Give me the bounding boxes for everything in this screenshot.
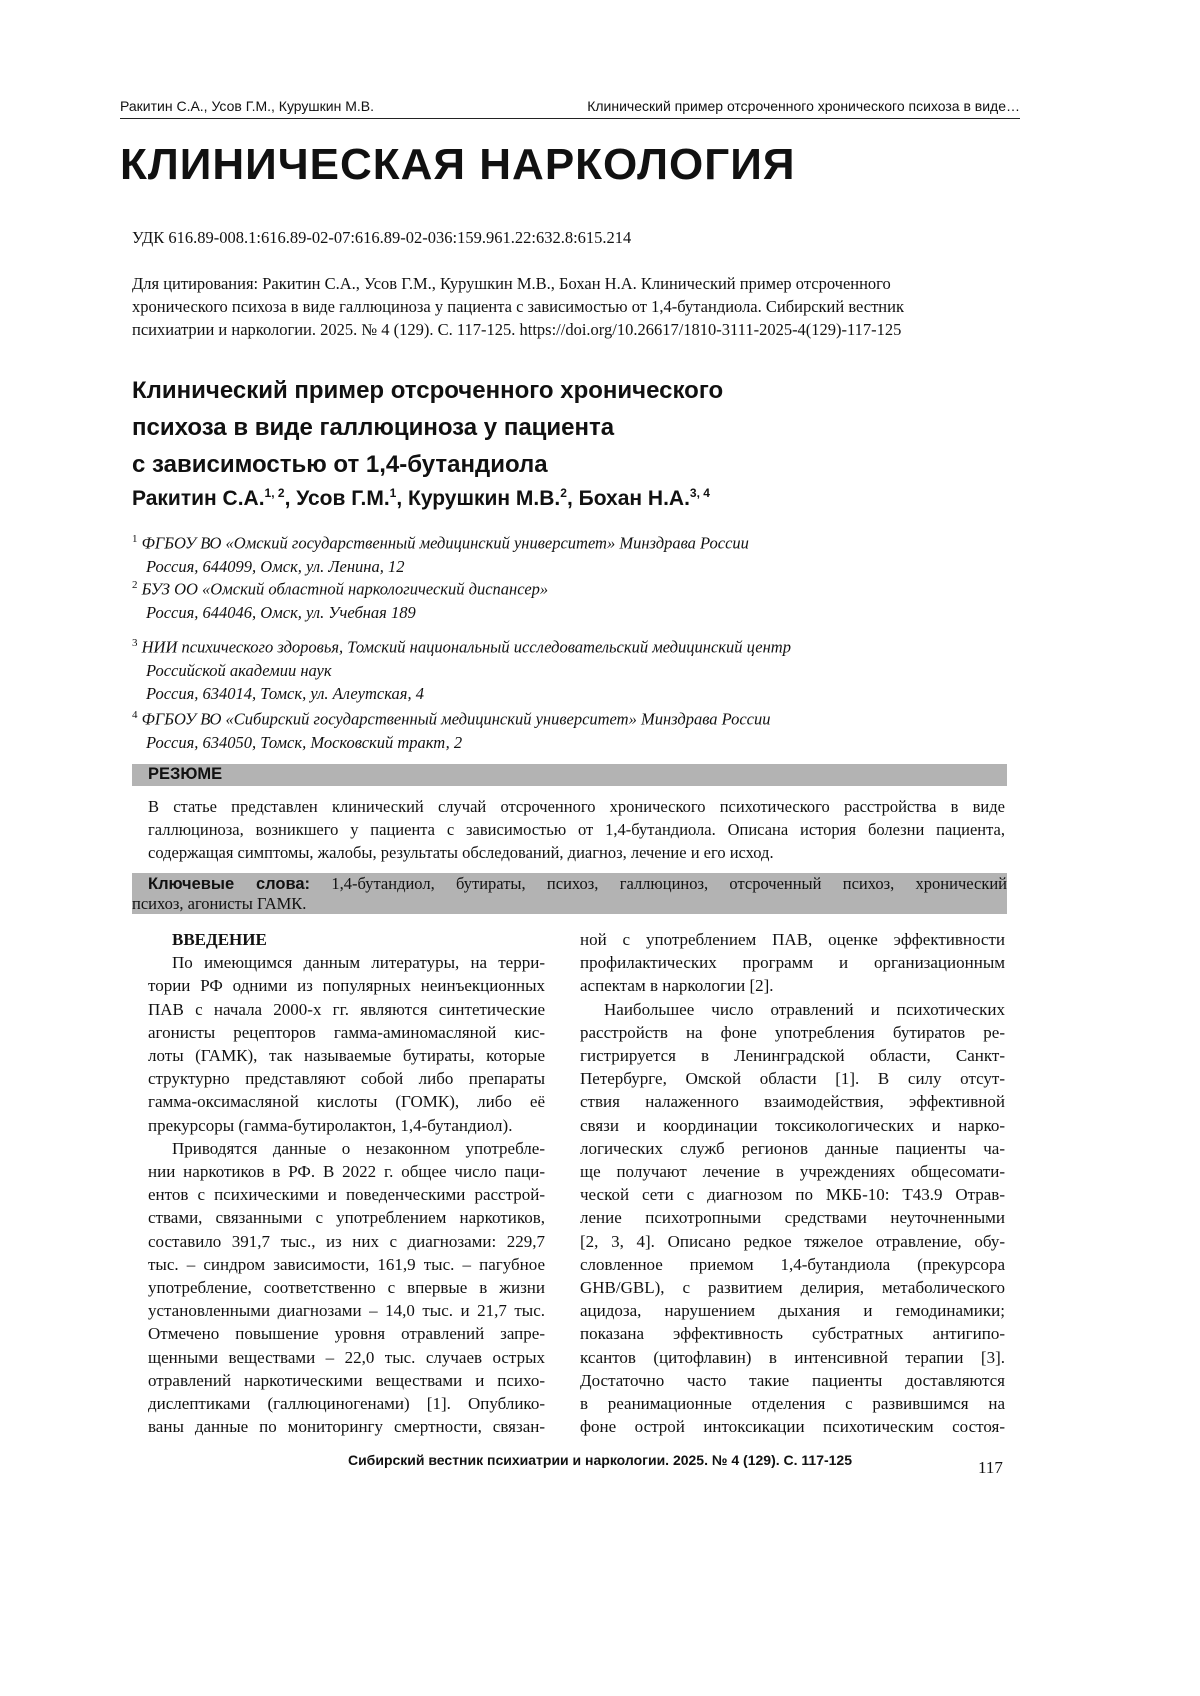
affiliation [132, 704, 771, 754]
body-text-line: Наибольшее число отравлений и психотических [604, 999, 1005, 1019]
author-list [132, 486, 710, 511]
keywords-label: Ключевые слова: [148, 875, 311, 893]
body-text-line: гамма-оксимасляной кислоты (ГОМК), либо её [148, 1092, 545, 1112]
abstract-heading-bar [132, 764, 1007, 786]
body-text-line: ваны данные по мониторингу смертности, связан- [148, 1417, 545, 1437]
body-text-line: структурно представляют собой либо препараты [148, 1069, 545, 1089]
body-text-line: Достаточно часто такие пациенты доставляются [580, 1370, 1005, 1390]
body-text-line: установленными диагнозами – 14,0 тыс. и 21,7 тыс. [148, 1301, 545, 1321]
affiliation-line [132, 704, 771, 731]
affiliation-text: ФГБОУ ВО «Омский государственный медицинский университет» Минздрава России [141, 533, 749, 553]
affiliation-number: 2 [132, 579, 138, 591]
body-text-line: ацидоза, нарушением дыхания и гемодинамики; [580, 1301, 1005, 1321]
body-text-line: дислептиками (галлюциногенами) [1]. Опублико- [148, 1394, 545, 1414]
body-text-line: прекурсоры (гамма-бутиролактон, 1,4-бутандиол). [148, 1115, 513, 1135]
body-text-line: ной с употреблением ПАВ, оценке эффективности [580, 930, 1005, 949]
body-text-line: ческой сети с диагнозом по МКБ-10: T43.9 Отрав- [580, 1185, 1005, 1205]
body-column-left [148, 928, 545, 1438]
author-affiliation-ref: 1 [389, 486, 397, 500]
keywords-box [132, 873, 1007, 914]
affiliation-text: Россия, 644046, Омск, ул. Учебная 189 [146, 602, 416, 622]
section-heading: КЛИНИЧЕСКАЯ НАРКОЛОГИЯ [120, 140, 796, 189]
article-title [132, 372, 723, 483]
body-text-line: щенными веществами – 22,0 тыс. случаев острых [148, 1347, 545, 1367]
body-text-line: ление психотропными средствами неуточненными [580, 1208, 1005, 1228]
abstract-line: галлюциноза, возникшего у пациента с зависимостью от 1,4-бутандиола. Описана история болезни пациента, [148, 820, 1005, 839]
intro-heading: ВВЕДЕНИЕ [172, 930, 267, 949]
body-text-line: ще получают лечение в учреждениях общесомати- [580, 1162, 1005, 1182]
body-text-line: [2, 3, 4]. Описано редкое тяжелое отравление, обу- [580, 1231, 1005, 1251]
body-text-line: GHB/GBL), с развитием делирия, метаболического [580, 1278, 1005, 1298]
affiliation [132, 574, 548, 624]
author: Курушкин М.В. [408, 487, 561, 510]
citation [132, 272, 1012, 341]
affiliation-line [132, 632, 791, 659]
title-line: с зависимостью от 1,4-бутандиола [132, 451, 548, 478]
udk-code: УДК 616.89-008.1:616.89-02-07:616.89-02-036:159.961.22:632.8:615.214 [132, 228, 632, 247]
keywords-text-cont: психоз, агонисты ГАМК. [132, 894, 307, 913]
affiliation-text: Россия, 634014, Томск, ул. Алеутская, 4 [146, 683, 424, 703]
title-line: Клинический пример отсроченного хронического [132, 377, 724, 404]
body-text-line: профилактических программ и организационным [580, 953, 1005, 973]
author: Ракитин С.А. [132, 487, 265, 510]
running-header [120, 96, 1020, 119]
body-text-line: ентов с психическими и поведенческими расстрой- [148, 1185, 545, 1205]
citation-line: хронического психоза в виде галлюциноза у пациента с зависимостью от 1,4-бутандиола. Сибирский вестник [132, 297, 904, 316]
affiliation-text: БУЗ ОО «Омский областной наркологический диспансер» [141, 579, 549, 599]
author-separator: , [284, 487, 297, 510]
body-text-line: Отмечено повышение уровня отравлений запре- [148, 1324, 545, 1344]
body-text-line: составило 391,7 тыс., из них с диагнозами: 229,7 [148, 1231, 545, 1251]
page-number: 117 [978, 1458, 1003, 1477]
body-text-line: логических служб регионов данные пациенты ча- [580, 1138, 1005, 1158]
body-column-right [580, 928, 1005, 1438]
affiliation-line [132, 574, 548, 601]
body-text-line: ксантов (цитофлавин) в интенсивной терапии [3]. [580, 1347, 1005, 1367]
abstract-line: содержащая симптомы, жалобы, результаты обследований, диагноз, лечение и его исход. [148, 843, 774, 862]
affiliation-text: Россия, 644099, Омск, ул. Ленина, 12 [146, 556, 405, 576]
body-text-line: ПАВ с начала 2000-х гг. являются синтетические [148, 999, 545, 1019]
affiliation [132, 632, 791, 705]
affiliation-line [132, 601, 548, 624]
affiliation-line [132, 659, 791, 682]
running-header-title: Клинический пример отсроченного хронического психоза в виде… [587, 98, 1020, 114]
body-text-line: показана эффективность субстратных антигипо- [580, 1324, 1005, 1344]
body-text-line: фоне острой интоксикации психотическим состоя- [580, 1417, 1005, 1437]
journal-footer: Сибирский вестник психиатрии и наркологии. 2025. № 4 (129). С. 117-125 [347, 1452, 853, 1468]
body-text-line: расстройств на фоне употребления бутиратов ре- [580, 1022, 1005, 1042]
affiliation-text: НИИ психического здоровья, Томский национальный исследовательский медицинский центр [141, 637, 791, 657]
abstract-heading: РЕЗЮМЕ [148, 765, 223, 783]
author: Бохан Н.А. [578, 487, 690, 510]
body-text-line: ствами, связанными с употреблением наркотиков, [148, 1208, 545, 1228]
abstract-line: В статье представлен клинический случай отсроченного хронического психотического расстройства в виде [148, 797, 1005, 816]
body-text-line: агонисты рецепторов гамма-аминомасляной кис- [148, 1022, 545, 1042]
body-text-line: тыс. – синдром зависимости, 161,9 тыс. – пагубное [148, 1254, 545, 1274]
author-affiliation-ref: 2 [560, 486, 567, 500]
body-text-line: Петербурге, Омской области [1]. В силу отсут- [580, 1069, 1005, 1089]
affiliation-line [132, 528, 749, 555]
body-text-line: гистрируется в Ленинградской области, Санкт- [580, 1046, 1005, 1066]
body-text-line: лоты (ГАМК), так называемые бутираты, которые [148, 1046, 545, 1066]
citation-line: Для цитирования: Ракитин С.А., Усов Г.М., Курушкин М.В., Бохан Н.А. Клинический пример отсроченного [132, 274, 891, 293]
author-affiliation-ref: 3, 4 [689, 486, 710, 500]
title-line: психоза в виде галлюциноза у пациента [132, 414, 615, 441]
body-text-line: употребление, соответственно с впервые в жизни [148, 1278, 545, 1298]
body-text-line: ствия налаженного взаимодействия, эффективной [580, 1092, 1005, 1112]
body-text-line: словленное приемом 1,4-бутандиола (прекурсора [580, 1254, 1005, 1274]
abstract [148, 795, 1005, 864]
body-text-line: По имеющимся данным литературы, на терри- [172, 953, 545, 973]
keywords-text: 1,4-бутандиол, бутираты, психоз, галлюциноз, отсроченный психоз, хронический [331, 874, 1008, 893]
affiliation-line [132, 731, 771, 754]
affiliation-text: Российской академии наук [146, 660, 332, 680]
author-separator: , [566, 487, 579, 510]
affiliation-text: Россия, 634050, Томск, Московский тракт, 2 [146, 732, 463, 752]
affiliation [132, 528, 749, 578]
author: Усов Г.М. [296, 487, 390, 510]
body-text-line: нии наркотиков в РФ. В 2022 г. общее число паци- [148, 1162, 545, 1182]
body-text-line: в реанимационные отделения с развившимся на [580, 1394, 1005, 1414]
affiliation-number: 3 [132, 637, 138, 649]
body-text-line: отравлений наркотическими веществами и психо- [148, 1370, 545, 1390]
body-text-line: связи и координации токсикологических и нарко- [580, 1115, 1005, 1135]
affiliation-number: 4 [132, 709, 138, 721]
author-affiliation-ref: 1, 2 [264, 486, 285, 500]
body-text-line: Приводятся данные о незаконном употребле- [172, 1138, 545, 1158]
body-text-line: аспектам в наркологии [2]. [580, 976, 774, 996]
affiliation-text: ФГБОУ ВО «Сибирский государственный медицинский университет» Минздрава России [141, 709, 771, 729]
running-header-authors: Ракитин С.А., Усов Г.М., Курушкин М.В. [120, 98, 374, 114]
author-separator: , [396, 487, 409, 510]
citation-line: психиатрии и наркологии. 2025. № 4 (129). С. 117-125. https://doi.org/10.26617/1810-3111-2025-4(129)-117-125 [132, 320, 902, 339]
body-text-line: тории РФ одними из популярных неинъекционных [148, 976, 545, 996]
affiliation-line [132, 682, 791, 705]
affiliation-number: 1 [132, 533, 138, 545]
